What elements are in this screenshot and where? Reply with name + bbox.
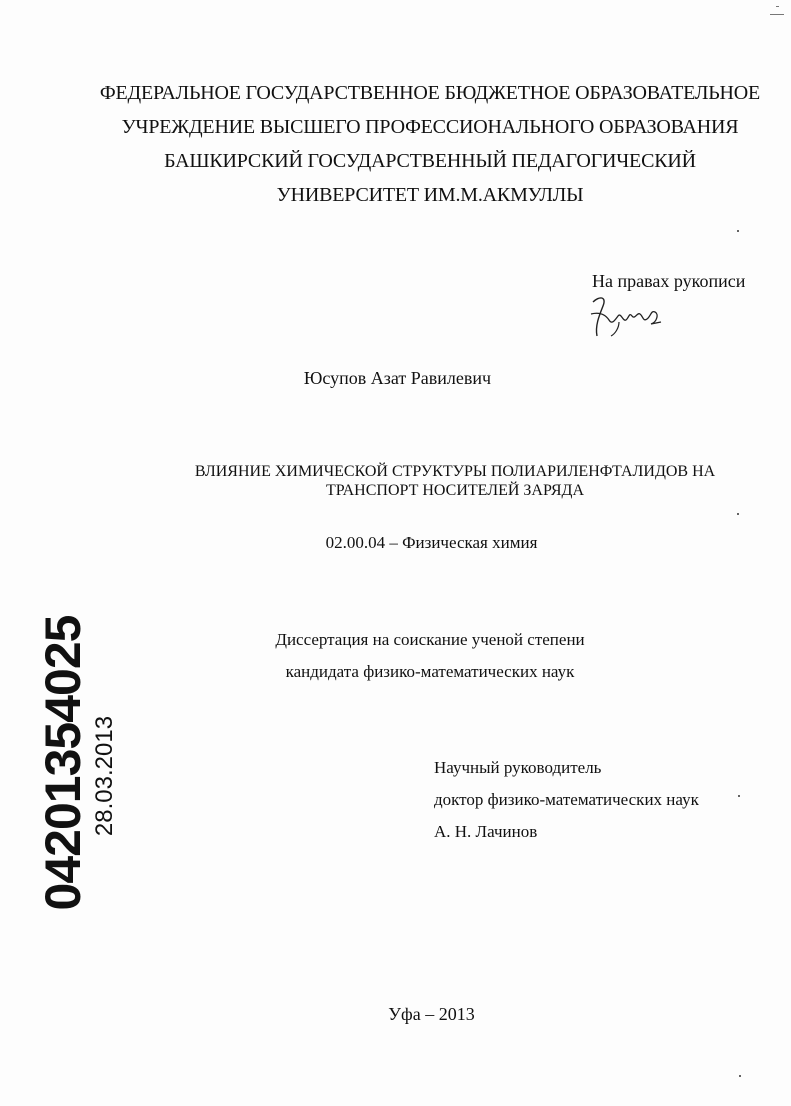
specialty-code: 02.00.04 – Физическая химия bbox=[325, 533, 538, 552]
stamp-date: 28.03.2013 bbox=[91, 715, 118, 837]
institution-line-3: БАШКИРСКИЙ ГОСУДАРСТВЕННЫЙ ПЕДАГОГИЧЕСКИЙ bbox=[164, 150, 696, 172]
degree-statement bbox=[230, 624, 630, 688]
scan-speck bbox=[776, 6, 779, 7]
handwritten-signature bbox=[585, 292, 665, 340]
supervisor-role: Научный руководитель bbox=[434, 758, 602, 777]
scan-speck bbox=[739, 1075, 741, 1077]
city-year: Уфа – 2013 bbox=[388, 1004, 475, 1024]
scan-speck bbox=[738, 795, 740, 797]
scan-speck bbox=[737, 513, 739, 515]
manuscript-note: На правах рукописи bbox=[592, 271, 746, 291]
supervisor-title: доктор физико-математических наук bbox=[434, 790, 699, 809]
institution-line-2: УЧРЕЖДЕНИЕ ВЫСШЕГО ПРОФЕССИОНАЛЬНОГО ОБРАЗОВАНИЯ bbox=[121, 116, 739, 138]
dissertation-title bbox=[150, 462, 760, 500]
scan-speck bbox=[737, 230, 739, 232]
institution-line-1: ФЕДЕРАЛЬНОЕ ГОСУДАРСТВЕННОЕ БЮДЖЕТНОЕ ОБРАЗОВАТЕЛЬНОЕ bbox=[99, 82, 761, 104]
title-line-1: ВЛИЯНИЕ ХИМИЧЕСКОЙ СТРУКТУРЫ ПОЛИАРИЛЕНФТАЛИДОВ НА bbox=[194, 463, 716, 480]
stamp-number: 04201354025 bbox=[35, 615, 91, 911]
supervisor-block bbox=[434, 752, 699, 848]
title-line-2: ТРАНСПОРТ НОСИТЕЛЕЙ ЗАРЯДА bbox=[325, 482, 585, 499]
supervisor-name: А. Н. Лачинов bbox=[434, 822, 538, 841]
scan-speck bbox=[770, 14, 784, 15]
institution-line-4: УНИВЕРСИТЕТ ИМ.М.АКМУЛЛЫ bbox=[276, 184, 584, 206]
author-name: Юсупов Азат Равилевич bbox=[303, 368, 492, 388]
degree-line-2: кандидата физико-математических наук bbox=[285, 662, 575, 681]
degree-line-1: Диссертация на соискание ученой степени bbox=[275, 630, 585, 649]
institution-header bbox=[60, 76, 791, 212]
